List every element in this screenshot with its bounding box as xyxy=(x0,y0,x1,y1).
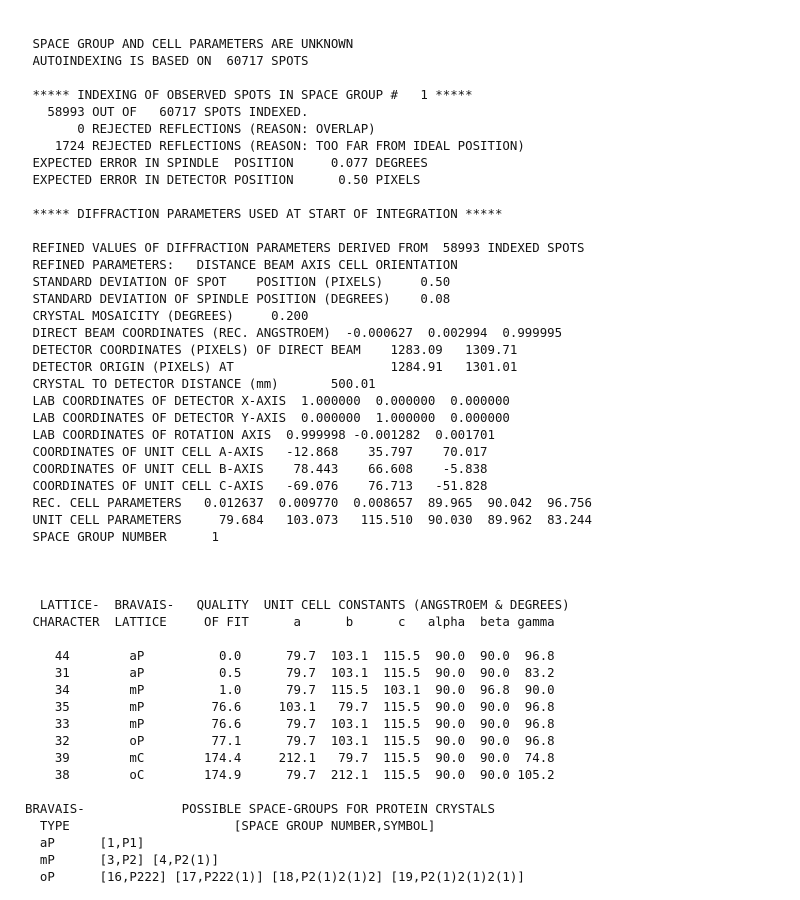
diffraction-parameter-line: REFINED VALUES OF DIFFRACTION PARAMETERS DERIVED FROM 58993 INDEXED SPOTS xyxy=(25,240,585,255)
spindle-error-line: EXPECTED ERROR IN SPINDLE POSITION 0.077 DEGREES xyxy=(25,155,428,170)
diffraction-parameter-line: DETECTOR COORDINATES (PIXELS) OF DIRECT BEAM 1283.09 1309.71 xyxy=(25,342,518,357)
lattice-table-header: LATTICE- BRAVAIS- QUALITY UNIT CELL CONSTANTS (ANGSTROEM & DEGREES) xyxy=(25,597,570,612)
diffraction-parameter-line: STANDARD DEVIATION OF SPINDLE POSITION (DEGREES) 0.08 xyxy=(25,291,451,306)
diffraction-parameter-line: CRYSTAL TO DETECTOR DISTANCE (mm) 500.01 xyxy=(25,376,376,391)
diffraction-parameter-line: REC. CELL PARAMETERS 0.012637 0.009770 0.008657 89.965 90.042 96.756 xyxy=(25,495,592,510)
lattice-table-row: 34 mP 1.0 79.7 115.5 103.1 90.0 96.8 90.0 xyxy=(25,682,555,697)
diffraction-parameter-line: LAB COORDINATES OF DETECTOR X-AXIS 1.000000 0.000000 0.000000 xyxy=(25,393,510,408)
status-line: SPACE GROUP AND CELL PARAMETERS ARE UNKNOWN xyxy=(25,36,354,51)
diffraction-parameter-line: LAB COORDINATES OF DETECTOR Y-AXIS 0.000000 1.000000 0.000000 xyxy=(25,410,510,425)
spacegroup-table-row: mP [3,P2] [4,P2(1)] xyxy=(25,852,219,867)
status-line: AUTOINDEXING IS BASED ON 60717 SPOTS xyxy=(25,53,309,68)
diffraction-parameter-line: COORDINATES OF UNIT CELL B-AXIS 78.443 66.608 -5.838 xyxy=(25,461,488,476)
lattice-table-row: 32 oP 77.1 79.7 103.1 115.5 90.0 90.0 96.8 xyxy=(25,733,555,748)
lattice-table-row: 31 aP 0.5 79.7 103.1 115.5 90.0 90.0 83.2 xyxy=(25,665,555,680)
diffraction-parameter-line: REFINED PARAMETERS: DISTANCE BEAM AXIS CELL ORIENTATION xyxy=(25,257,458,272)
lattice-table-row: 33 mP 76.6 79.7 103.1 115.5 90.0 90.0 96.8 xyxy=(25,716,555,731)
diffraction-parameter-line: SPACE GROUP NUMBER 1 xyxy=(25,529,219,544)
indexing-header: ***** INDEXING OF OBSERVED SPOTS IN SPACE GROUP # 1 ***** xyxy=(25,87,473,102)
lattice-table-header: CHARACTER LATTICE OF FIT a b c alpha beta gamma xyxy=(25,614,555,629)
diffraction-parameter-line: CRYSTAL MOSAICITY (DEGREES) 0.200 xyxy=(25,308,309,323)
spacegroup-table-header: BRAVAIS- POSSIBLE SPACE-GROUPS FOR PROTEIN CRYSTALS xyxy=(25,801,495,816)
spacegroup-table-row: oP [16,P222] [17,P222(1)] [18,P2(1)2(1)2] [19,P2(1)2(1)2(1)] xyxy=(25,869,525,884)
diffraction-parameter-line: LAB COORDINATES OF ROTATION AXIS 0.999998 -0.001282 0.001701 xyxy=(25,427,495,442)
rejected-far-line: 1724 REJECTED REFLECTIONS (REASON: TOO FAR FROM IDEAL POSITION) xyxy=(25,138,525,153)
lattice-table-row: 38 oC 174.9 79.7 212.1 115.5 90.0 90.0 105.2 xyxy=(25,767,555,782)
diffraction-parameter-line: COORDINATES OF UNIT CELL C-AXIS -69.076 76.713 -51.828 xyxy=(25,478,488,493)
spacegroup-table-header: TYPE [SPACE GROUP NUMBER,SYMBOL] xyxy=(25,818,436,833)
indexed-spots-line: 58993 OUT OF 60717 SPOTS INDEXED. xyxy=(25,104,309,119)
lattice-table-row: 39 mC 174.4 212.1 79.7 115.5 90.0 90.0 74.8 xyxy=(25,750,555,765)
diffraction-parameter-line: COORDINATES OF UNIT CELL A-AXIS -12.868 35.797 70.017 xyxy=(25,444,488,459)
diffraction-parameter-line: UNIT CELL PARAMETERS 79.684 103.073 115.510 90.030 89.962 83.244 xyxy=(25,512,592,527)
diffraction-header: ***** DIFFRACTION PARAMETERS USED AT START OF INTEGRATION ***** xyxy=(25,206,503,221)
diffraction-parameter-line: STANDARD DEVIATION OF SPOT POSITION (PIXELS) 0.50 xyxy=(25,274,451,289)
diffraction-parameter-line: DIRECT BEAM COORDINATES (REC. ANGSTROEM) -0.000627 0.002994 0.999995 xyxy=(25,325,563,340)
lattice-table-row: 35 mP 76.6 103.1 79.7 115.5 90.0 90.0 96.8 xyxy=(25,699,555,714)
diffraction-parameter-line: DETECTOR ORIGIN (PIXELS) AT 1284.91 1301.01 xyxy=(25,359,518,374)
spacegroup-table-row: aP [1,P1] xyxy=(25,835,145,850)
rejected-overlap-line: 0 REJECTED REFLECTIONS (REASON: OVERLAP) xyxy=(25,121,376,136)
lattice-table-row: 44 aP 0.0 79.7 103.1 115.5 90.0 90.0 96.8 xyxy=(25,648,555,663)
detector-error-line: EXPECTED ERROR IN DETECTOR POSITION 0.50 PIXELS xyxy=(25,172,421,187)
